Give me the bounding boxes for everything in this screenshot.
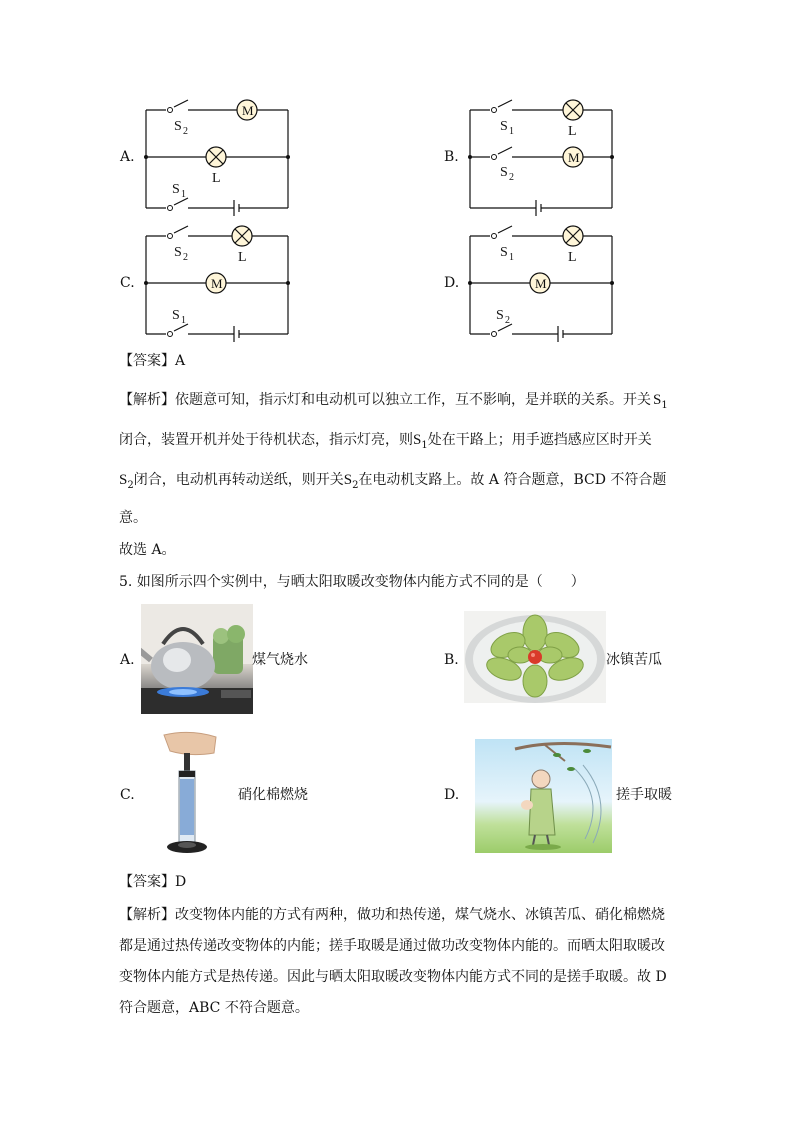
- switch-label-a-bottom: S: [172, 182, 180, 197]
- switch-sub-a-bottom: 1: [181, 189, 186, 200]
- kettle-illustration: [141, 604, 253, 714]
- switch-label-c-top: S: [174, 245, 182, 260]
- q5-analysis-line-3: 变物体内能方式是热传递。因此与晒太阳取暖改变物体内能方式不同的是搓手取暖。故 D: [119, 969, 667, 985]
- option-d-letter: D.: [444, 275, 460, 291]
- q5-analysis-line-2: 都是通过热传递改变物体的内能；搓手取暖是通过做功改变物体内能的。而晒太阳取暖改: [119, 938, 665, 954]
- q4-analysis-line-4: 意。: [119, 510, 147, 526]
- option-b-letter: B.: [444, 149, 459, 165]
- q5-option-c-letter: C.: [120, 787, 135, 803]
- q4-conclusion: 故选 A。: [119, 542, 176, 558]
- q5-option-b-text: 冰镇苦瓜: [606, 652, 662, 668]
- switch-sub-a-top: 2: [183, 126, 188, 137]
- q5-stem: 5. 如图所示四个实例中，与晒太阳取暖改变物体内能方式不同的是（ ）: [119, 574, 585, 590]
- lamp-label-c: L: [238, 250, 247, 265]
- switch-label-d-top: S: [500, 245, 508, 260]
- switch-sub-d-bottom: 2: [505, 315, 510, 326]
- q5-option-a-letter: A.: [120, 652, 135, 668]
- rubbing-hands-image: [475, 739, 612, 853]
- switch-sub-b-1: 1: [509, 126, 514, 137]
- circuit-diagram-d: [462, 220, 622, 344]
- q5-option-a-text: 煤气烧水: [252, 652, 308, 668]
- lamp-label-a: L: [212, 171, 221, 186]
- motor-label-a: M: [242, 103, 254, 118]
- q4-answer: 【答案】A: [119, 353, 186, 369]
- switch-label-a-top: S: [174, 119, 182, 134]
- circuit-diagram-b: [462, 94, 622, 218]
- switch-sub-c-bottom: 1: [181, 315, 186, 326]
- q5-analysis-line-1: 【解析】改变物体内能的方式有两种，做功和热传递，煤气烧水、冰镇苦瓜、硝化棉燃烧: [119, 907, 665, 923]
- switch-label-b-1: S: [500, 119, 508, 134]
- lamp-label-b: L: [568, 124, 577, 139]
- gas-stove-kettle-image: [141, 604, 253, 714]
- q4-analysis-line-3: $S_2$闭合，电动机再转动送纸，则开关$S_2$在电动机支路上。故 A 符合题意，BCD 不符合题: [119, 472, 667, 491]
- switch-sub-b-2: 2: [509, 172, 514, 183]
- rubbing-hands-illustration: [475, 739, 612, 853]
- switch-sub-c-top: 2: [183, 252, 188, 263]
- option-a-letter: A.: [120, 149, 135, 165]
- switch-sub-d-top: 1: [509, 252, 514, 263]
- circuit-diagram-c: [138, 220, 298, 344]
- q5-analysis-line-4: 符合题意，ABC 不符合题意。: [119, 1000, 309, 1016]
- option-c-letter: C.: [120, 275, 135, 291]
- q5-option-b-letter: B.: [444, 652, 459, 668]
- iced-bitter-melon-image: [464, 611, 606, 703]
- motor-label-b: M: [568, 150, 580, 165]
- fire-syringe-illustration: [160, 731, 220, 857]
- q5-option-d-text: 搓手取暖: [616, 787, 672, 803]
- q4-analysis-line-1: 【解析】依题意可知，指示灯和电动机可以独立工作，互不影响，是并联的关系。开关 $S_1$: [119, 392, 668, 411]
- switch-label-b-2: S: [500, 165, 508, 180]
- motor-label-c: M: [211, 276, 223, 291]
- q5-option-c-text-visible: 硝化棉燃烧: [238, 787, 308, 803]
- q4-analysis-line-2: 闭合，装置开机并处于待机状态，指示灯亮，则$S_1$处在干路上；用手遮挡感应区时开关: [119, 432, 652, 451]
- bitter-melon-illustration: [464, 611, 606, 703]
- switch-label-c-bottom: S: [172, 308, 180, 323]
- q5-answer: 【答案】D: [119, 874, 187, 890]
- switch-label-d-bottom: S: [496, 308, 504, 323]
- circuit-diagram-a: [138, 94, 298, 218]
- q5-option-d-letter: D.: [444, 787, 460, 803]
- motor-label-d: M: [535, 276, 547, 291]
- lamp-label-d: L: [568, 250, 577, 265]
- fire-syringe-image: [160, 731, 220, 857]
